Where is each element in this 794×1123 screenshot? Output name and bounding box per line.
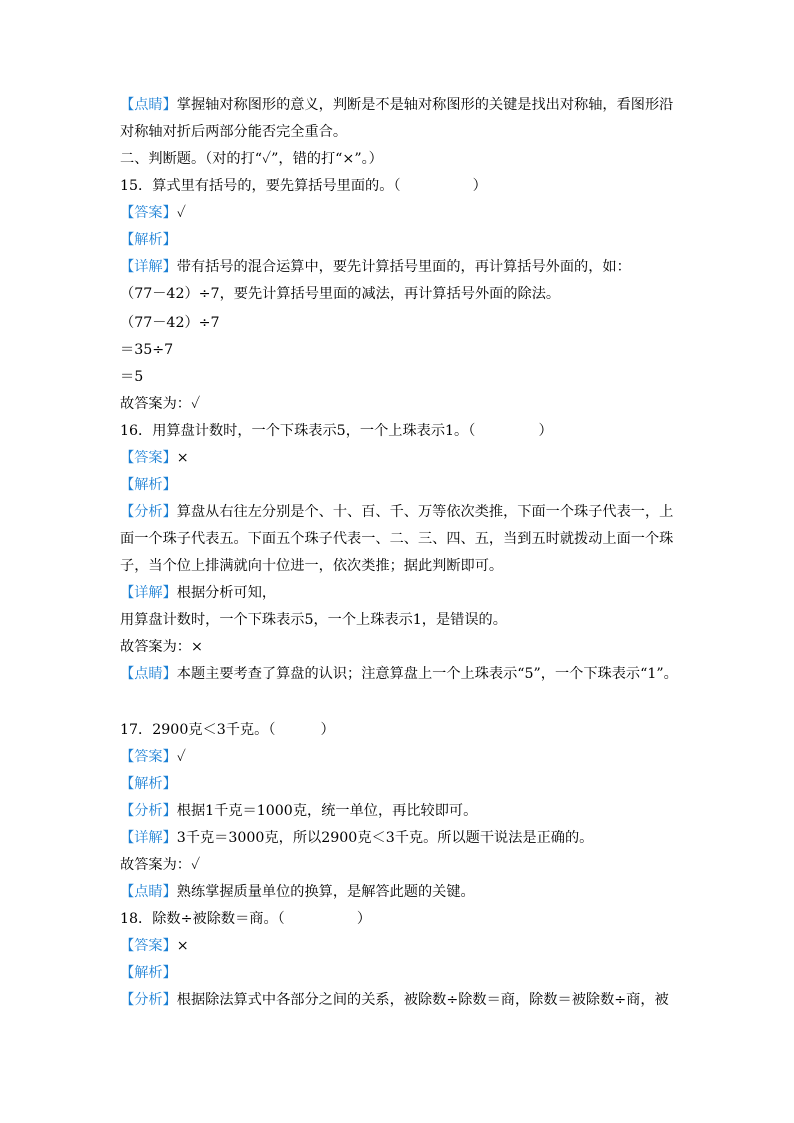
section-tag: 【答案】 [120, 450, 177, 466]
section-tag: 【点睛】 [120, 884, 177, 900]
text-line [120, 149, 383, 169]
section-tag: 【分析】 [120, 803, 177, 819]
section-tag: 【详解】 [120, 830, 177, 846]
line-text: ✓ [176, 205, 186, 221]
section-tag: 【解析】 [120, 232, 177, 248]
text-line [120, 610, 507, 630]
text-line [120, 176, 487, 196]
section-tag: 【答案】 [120, 749, 177, 765]
text-line [120, 936, 189, 956]
line-text: 根据除法算式中各部分之间的关系，被除数÷除数＝商，除数＝被除数÷商，被 [176, 992, 669, 1008]
text-line [120, 502, 673, 522]
line-text: 3千克＝3000克，所以2900克＜3千克。所以题干说法是正确的。 [176, 830, 594, 846]
section-tag: 【解析】 [120, 965, 177, 981]
text-line [120, 475, 177, 495]
line-text: 面一个珠子代表五。下面五个珠子代表一、二、三、四、五，当到五时就拨动上面一个珠 [120, 531, 674, 547]
text-line [120, 774, 177, 794]
line-text: 故答案为：✓ [120, 857, 201, 873]
text-line [120, 556, 503, 576]
text-line [120, 637, 203, 657]
text-line [120, 421, 553, 441]
section-tag: 【解析】 [120, 776, 177, 792]
text-line [120, 257, 631, 277]
text-line [120, 230, 177, 250]
text-line [120, 583, 276, 603]
text-line [120, 95, 673, 115]
line-text: 17．2900克＜3千克。（ ） [120, 722, 335, 738]
section-tag: 【分析】 [120, 992, 177, 1008]
text-line [120, 284, 560, 304]
line-text: 故答案为：× [120, 639, 203, 655]
line-text: 根据分析可知， [176, 585, 277, 601]
section-tag: 【答案】 [120, 938, 177, 954]
text-line [120, 990, 669, 1010]
section-tag: 【解析】 [120, 477, 177, 493]
line-text: 子，当个位上排满就向十位进一，依次类推；据此判断即可。 [120, 558, 504, 574]
text-line [120, 340, 173, 360]
line-text: 15．算式里有括号的，要先算括号里面的。（ ） [120, 178, 487, 194]
text-line [120, 828, 593, 848]
section-tag: 【详解】 [120, 585, 177, 601]
line-text: 二、判断题。（对的打“✓”，错的打“×”。） [120, 151, 383, 167]
section-tag: 【详解】 [120, 259, 177, 275]
text-line [120, 394, 200, 414]
line-text: 根据1千克＝1000克，统一单位，再比较即可。 [176, 803, 478, 819]
text-line [120, 313, 220, 333]
text-line [120, 801, 477, 821]
section-tag: 【点睛】 [120, 666, 177, 682]
section-tag: 【答案】 [120, 205, 177, 221]
line-text: 16．用算盘计数时，一个下珠表示5，一个上珠表示1。（ ） [120, 423, 553, 439]
text-line [120, 720, 335, 740]
line-text: ＝5 [120, 369, 144, 385]
text-line [120, 448, 189, 468]
line-text: 对称轴对折后两部分能否完全重合。 [120, 124, 348, 140]
text-line [120, 909, 371, 929]
line-text: （77－42）÷7，要先计算括号里面的减法，再计算括号外面的除法。 [120, 286, 561, 302]
line-text: （77－42）÷7 [120, 315, 220, 331]
line-text: 掌握轴对称图形的意义，判断是不是轴对称图形的关键是找出对称轴，看图形沿 [176, 97, 674, 113]
section-tag: 【分析】 [120, 504, 177, 520]
line-text: 熟练掌握质量单位的换算，是解答此题的关键。 [176, 884, 475, 900]
text-line [120, 963, 177, 983]
line-text: 算盘从右往左分别是个、十、百、千、万等依次类推，下面一个珠子代表一，上 [176, 504, 674, 520]
line-text: 18．除数÷被除数＝商。（ ） [120, 911, 372, 927]
line-text: × [176, 450, 189, 466]
text-line [120, 529, 673, 549]
text-line [120, 855, 200, 875]
line-text: 用算盘计数时，一个下珠表示5，一个上珠表示1，是错误的。 [120, 612, 507, 628]
text-line [120, 122, 347, 142]
text-line [120, 882, 475, 902]
text-line [120, 203, 186, 223]
line-text: 故答案为：✓ [120, 396, 201, 412]
text-line [120, 367, 143, 387]
line-text: ＝35÷7 [120, 342, 174, 358]
section-tag: 【点睛】 [120, 97, 177, 113]
line-text: 本题主要考查了算盘的认识；注意算盘上一个上珠表示“5”，一个下珠表示“1”。 [176, 666, 678, 682]
text-line [120, 664, 678, 684]
line-text: ✓ [176, 749, 186, 765]
text-line [120, 747, 186, 767]
line-text: 带有括号的混合运算中，要先计算括号里面的，再计算括号外面的，如： [176, 259, 631, 275]
line-text: × [176, 938, 189, 954]
